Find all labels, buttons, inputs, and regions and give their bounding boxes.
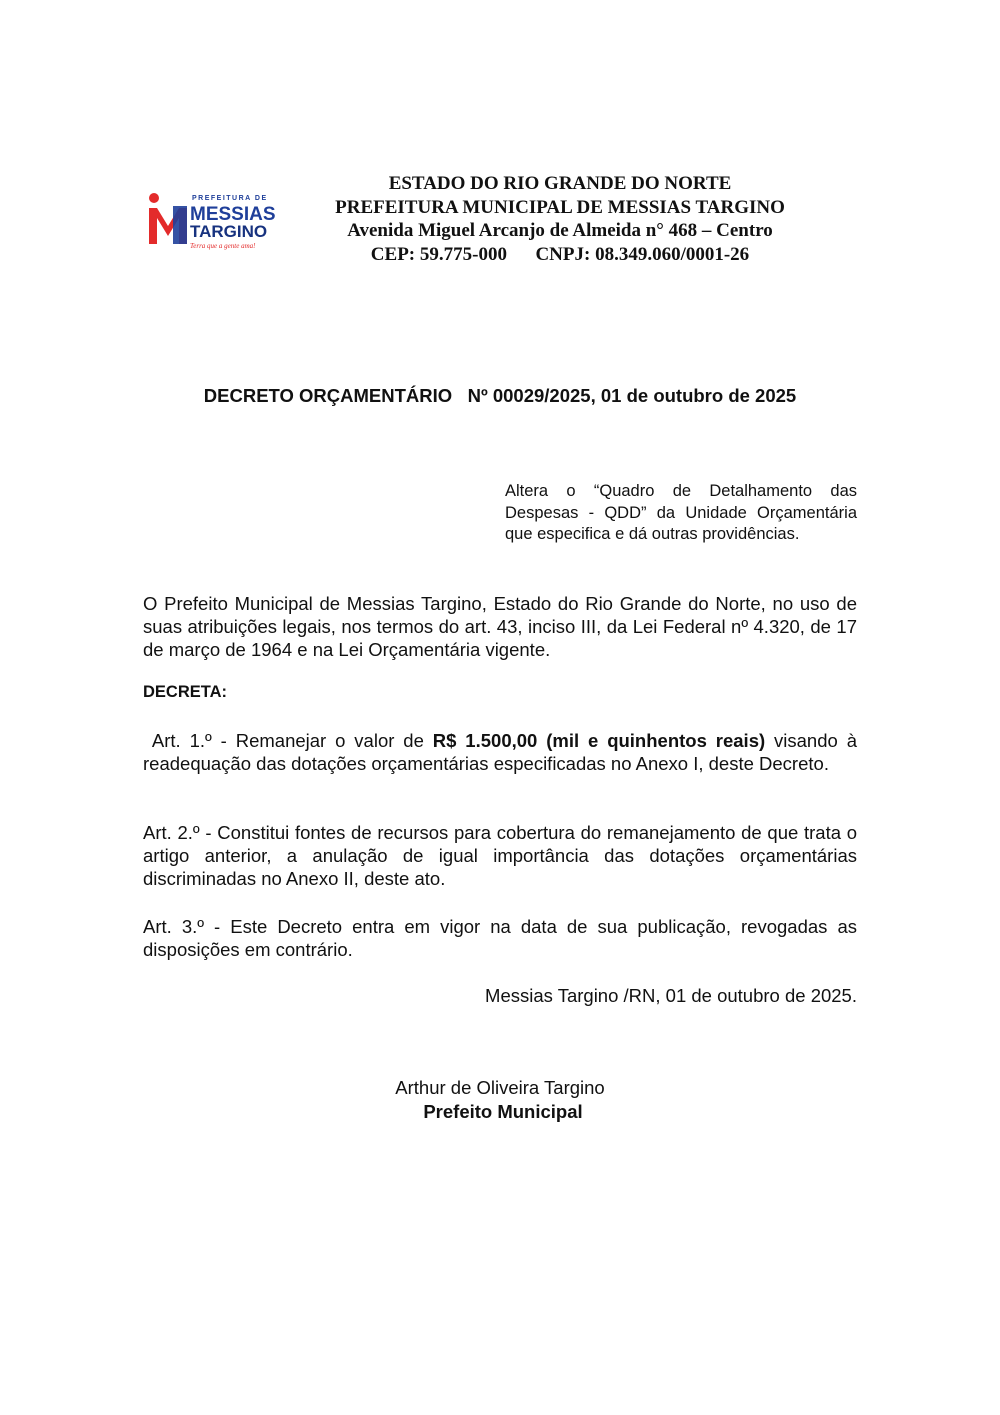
decree-preamble: O Prefeito Municipal de Messias Targino, Estado do Rio Grande do Norte, no uso de suas atribuições legais, nos termos do art. 43, inciso III, da Lei Federal nº 4.320, de 17 de março de 1964 e na Lei Orçamentária vigente. xyxy=(143,593,857,660)
logo-line1: MESSIAS xyxy=(190,204,276,225)
article-1-amount: R$ 1.500,00 (mil e quinhentos reais) xyxy=(432,730,766,751)
header-address: Avenida Miguel Arcanjo de Almeida n° 468 – Centro xyxy=(347,220,773,241)
article-1-text-before: Art. 1.º - Remanejar o valor de xyxy=(151,730,433,751)
header-state: ESTADO DO RIO GRANDE DO NORTE xyxy=(388,173,732,194)
place-and-date: Messias Targino /RN, 01 de outubro de 2025. xyxy=(485,985,857,1006)
decree-title xyxy=(0,385,1000,407)
logo-graphic xyxy=(146,190,282,252)
document-header xyxy=(310,172,810,266)
logo-line2: TARGINO xyxy=(190,222,268,241)
decreta-heading: DECRETA: xyxy=(143,683,228,701)
article-1 xyxy=(143,729,857,775)
logo-dot xyxy=(149,193,159,203)
signatory-name: Arthur de Oliveira Targino xyxy=(395,1077,605,1098)
header-cnpj: CNPJ: 08.349.060/0001-26 xyxy=(535,243,750,265)
article-2: Art. 2.º - Constitui fontes de recursos para cobertura do remanejamento de que trata o artigo anterior, a anulação de igual importância das dotações orçamentárias discriminadas no Anexo II, deste ato. xyxy=(143,822,857,889)
decree-ementa: Altera o “Quadro de Detalhamento das Despesas - QDD” da Unidade Orçamentária que especifica e dá outras providências. xyxy=(505,482,857,543)
header-cep-cnpj xyxy=(310,243,810,267)
header-cep: CEP: 59.775-000 xyxy=(370,243,507,265)
logo-m-accent xyxy=(173,206,187,244)
article-1-text-after: visando à readequação das dotações orçamentárias especificadas no Anexo I, deste Decreto. xyxy=(143,730,857,774)
article-3: Art. 3.º - Este Decreto entra em vigor na data de sua publicação, revogadas as disposições em contrário. xyxy=(143,916,857,960)
decree-title-label: DECRETO ORÇAMENTÁRIO xyxy=(203,385,453,406)
municipality-logo xyxy=(146,190,282,252)
logo-slogan: Terra que a gente ama! xyxy=(190,242,256,250)
signatory-role: Prefeito Municipal xyxy=(423,1101,583,1122)
logo-small-text: PREFEITURA DE xyxy=(192,195,268,202)
header-municipality: PREFEITURA MUNICIPAL DE MESSIAS TARGINO xyxy=(335,196,785,218)
decree-title-number: Nº 00029/2025, 01 de outubro de 2025 xyxy=(467,385,797,406)
